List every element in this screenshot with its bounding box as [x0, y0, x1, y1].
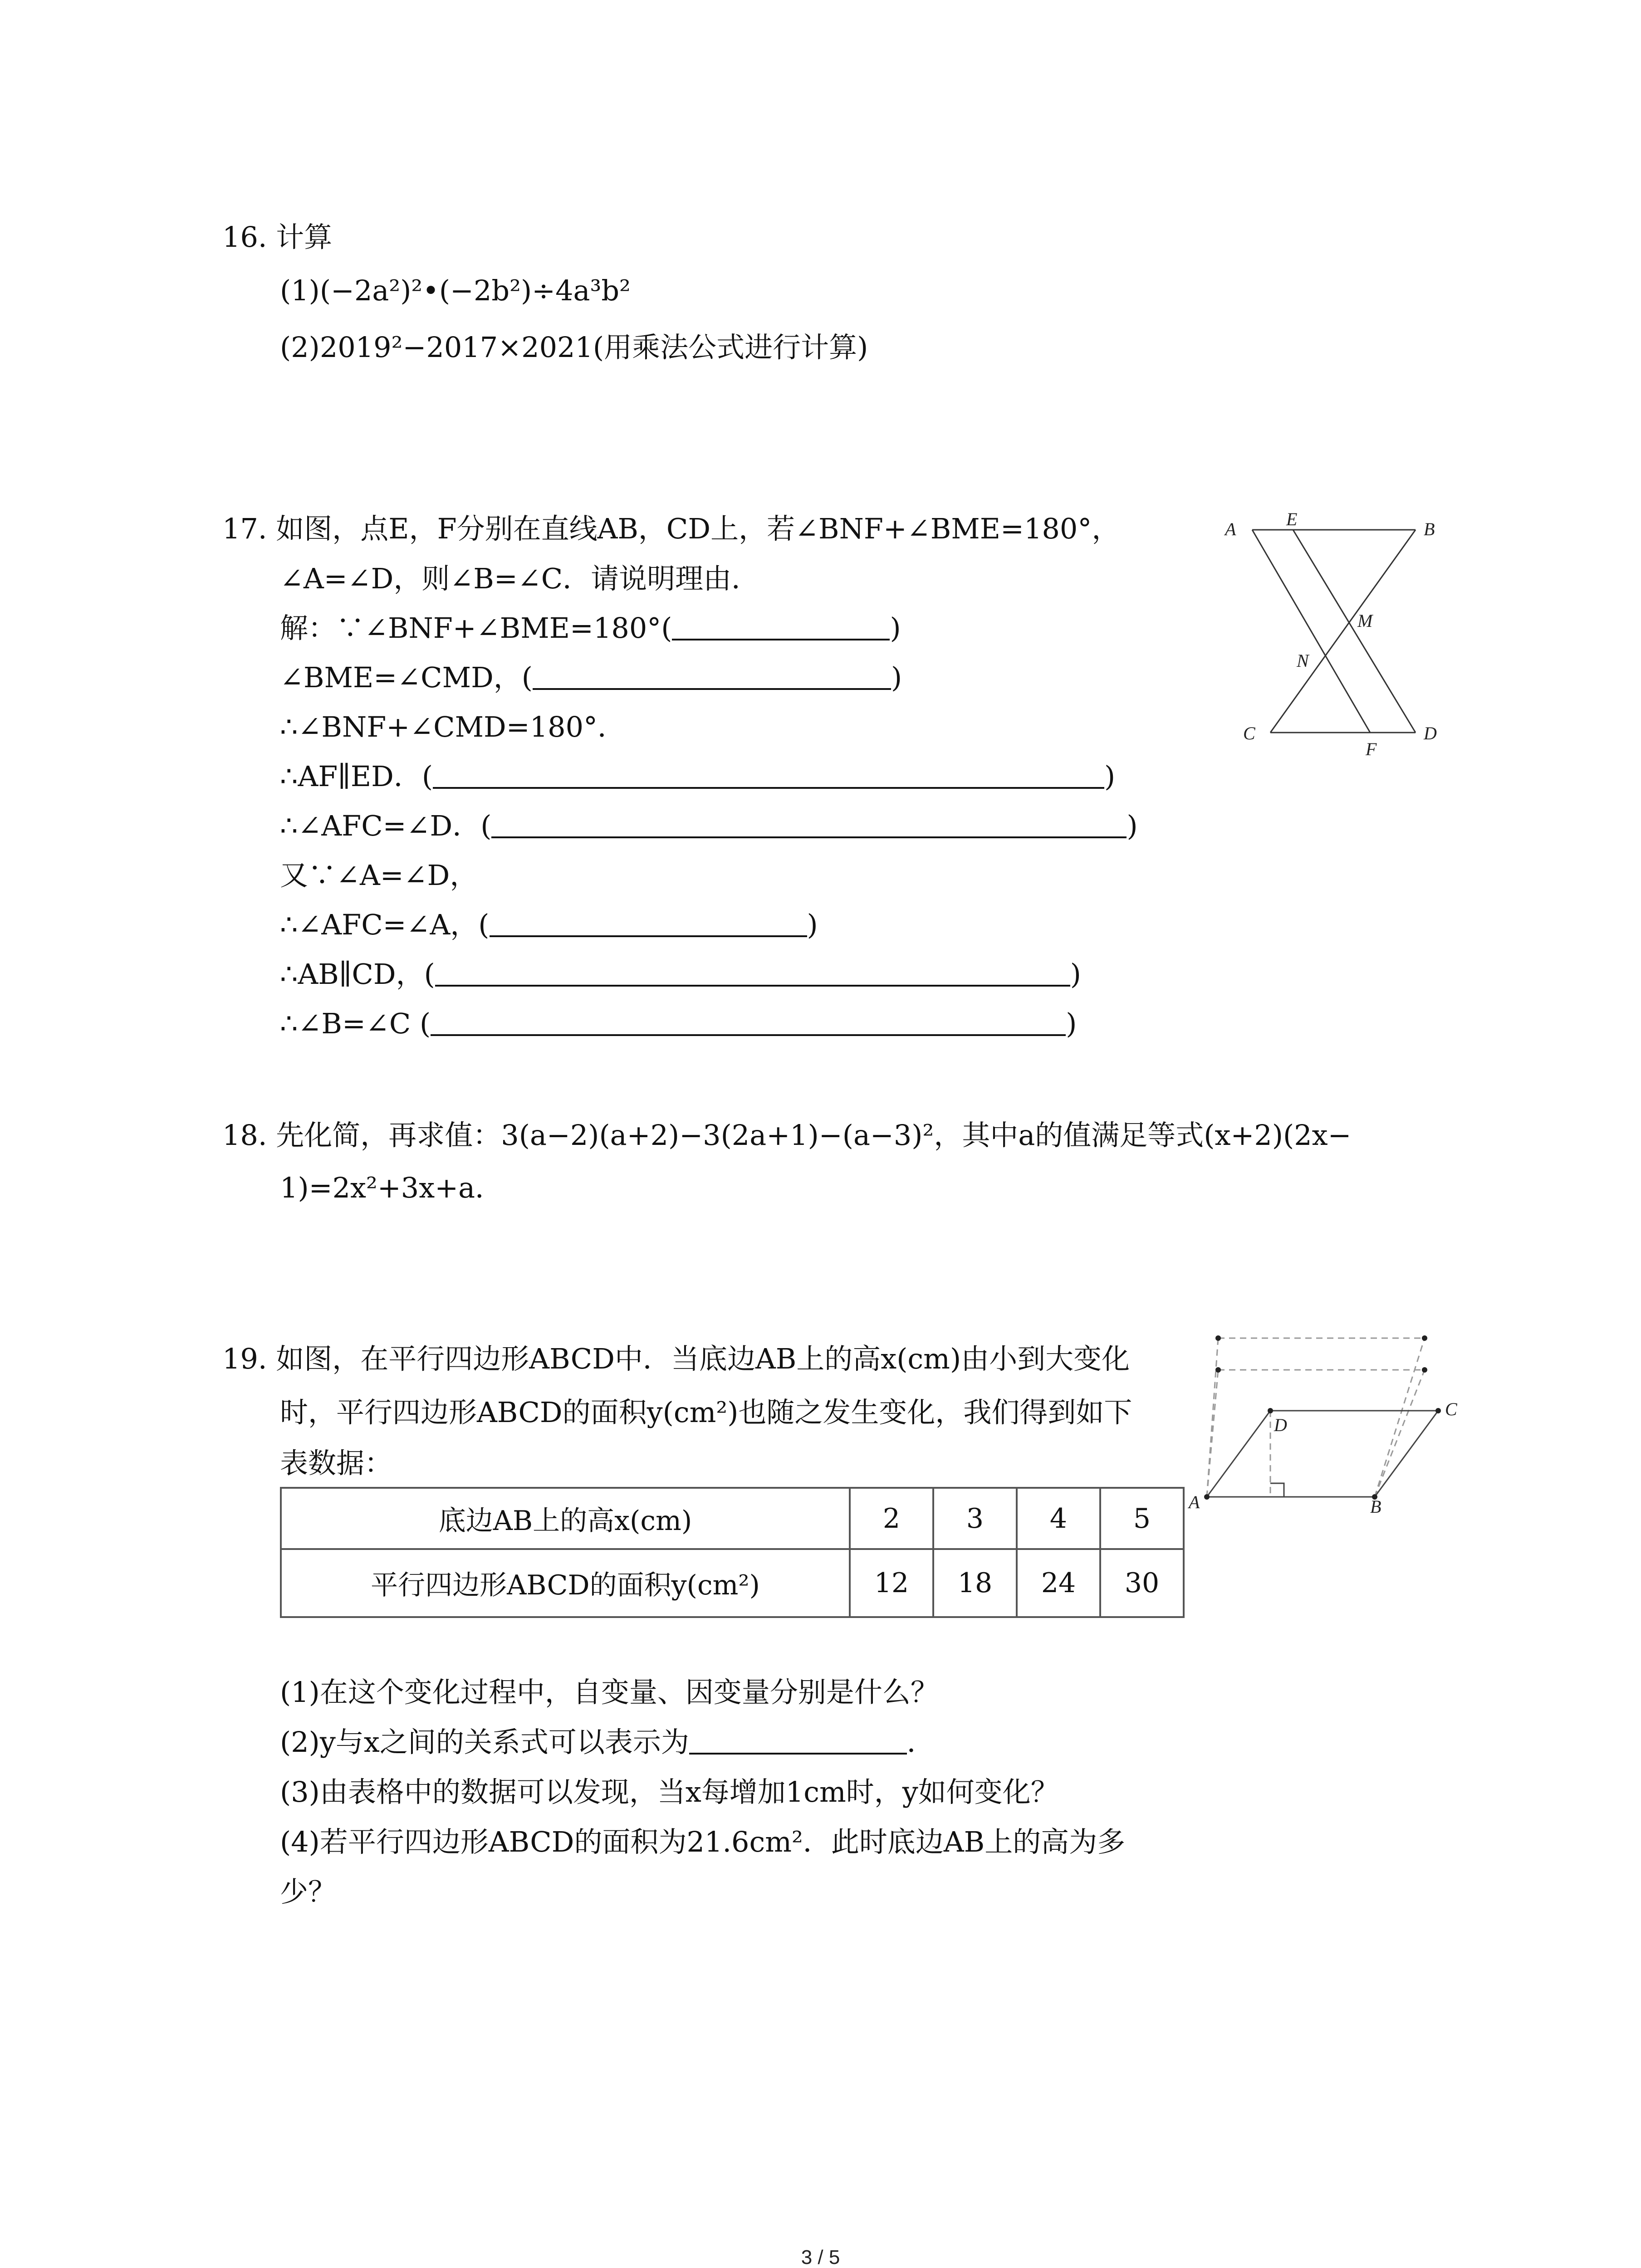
q19-sub2-end: ． [906, 1725, 935, 1759]
q17-step1-close: ) [890, 611, 901, 645]
q17-step7 [280, 908, 818, 941]
q17-step5-text: ∴∠AFC=∠D．( [280, 809, 492, 842]
fig-label-b: B [1370, 1496, 1381, 1515]
vertex-point [1215, 1367, 1221, 1373]
table-cell: 30 [1100, 1549, 1184, 1617]
q17-step4-close: ) [1104, 760, 1116, 793]
line-bc [1270, 530, 1416, 733]
table-cell: 18 [933, 1549, 1017, 1617]
q17-blank-3[interactable] [433, 764, 1104, 789]
fig-label-f: F [1366, 739, 1377, 759]
q16-part1: (1)(−2a²)²•(−2b²)÷4a³b² [280, 274, 631, 307]
q17-step8 [280, 958, 1081, 991]
q17-step1-text: 解：∵∠BNF+∠BME=180°( [280, 611, 672, 645]
right-angle-mark [1270, 1483, 1284, 1497]
q19-sub2 [280, 1725, 935, 1759]
q19-line1: 19. 如图，在平行四边形ABCD中．当底边AB上的高x(cm)由小到大变化 [222, 1342, 1130, 1375]
dashed-edge [1375, 1338, 1425, 1497]
q17-step7-text: ∴∠AFC=∠A，( [280, 908, 490, 941]
table-cell: 4 [1017, 1488, 1100, 1549]
q19-sub2-text: (2)y与x之间的关系式可以表示为 [280, 1725, 689, 1759]
q17-blank-7[interactable] [431, 1012, 1066, 1036]
table-row [281, 1549, 1184, 1617]
fig-label-b: B [1424, 519, 1435, 539]
q17-line2: ∠A=∠D，则∠B=∠C．请说明理由． [280, 562, 760, 595]
q18-line2: 1)=2x²+3x+a． [280, 1171, 504, 1204]
q17-step6: 又∵∠A=∠D， [280, 859, 478, 892]
q17-blank-6[interactable] [435, 962, 1070, 987]
table-cell: 3 [933, 1488, 1017, 1549]
q19-sub4: (4)若平行四边形ABCD的面积为21.6cm²．此时底边AB上的高为多 [280, 1825, 1126, 1858]
fig-label-a: A [1225, 519, 1236, 539]
q16-part2: (2)2019²−2017×2021(用乘法公式进行计算) [280, 331, 868, 364]
q19-blank[interactable] [689, 1730, 907, 1755]
q19-sub4-cont: 少？ [280, 1875, 337, 1908]
q16-title: 16. 计算 [222, 220, 333, 254]
q17-step2 [280, 661, 902, 694]
table-row-label-height: 底边AB上的高x(cm) [281, 1488, 850, 1549]
q19-line3: 表数据： [280, 1447, 393, 1480]
fig-label-a: A [1189, 1492, 1200, 1512]
dashed-edge [1375, 1370, 1425, 1497]
q17-step7-close: ) [807, 908, 818, 941]
q19-data-table [280, 1487, 1185, 1618]
fig-label-m: M [1357, 611, 1373, 631]
q19-line2: 时，平行四边形ABCD的面积y(cm²)也随之发生变化，我们得到如下 [280, 1396, 1132, 1429]
q17-step4 [280, 760, 1116, 793]
q17-step9 [280, 1007, 1077, 1040]
fig-label-e: E [1286, 509, 1298, 529]
vertex-point [1435, 1408, 1441, 1413]
q17-step5-close: ) [1127, 809, 1138, 842]
q17-step3: ∴∠BNF+∠CMD=180°． [280, 710, 626, 743]
q17-step2-close: ) [891, 661, 902, 694]
q19-sub1: (1)在这个变化过程中，自变量、因变量分别是什么？ [280, 1676, 939, 1709]
vertex-point [1422, 1335, 1427, 1341]
fig-label-n: N [1297, 650, 1309, 671]
edge-bc [1375, 1411, 1438, 1497]
q18-line1: 18. 先化简，再求值：3(a−2)(a+2)−3(2a+1)−(a−3)²，其中a的值满足等式(x+2)(2x− [222, 1119, 1352, 1152]
vertex-point [1215, 1335, 1221, 1341]
table-cell: 5 [1100, 1488, 1184, 1549]
fig-label-c: C [1445, 1399, 1457, 1419]
dashed-edge [1207, 1370, 1218, 1497]
q17-step8-text: ∴AB∥CD，( [280, 958, 435, 991]
edge-ad [1207, 1411, 1270, 1497]
table-cell: 2 [850, 1488, 933, 1549]
q17-blank-4[interactable] [491, 814, 1127, 838]
page-number: 3 / 5 [801, 2246, 840, 2268]
table-row-label-area: 平行四边形ABCD的面积y(cm²) [281, 1549, 850, 1617]
fig-label-c: C [1243, 723, 1255, 743]
table-cell: 24 [1017, 1549, 1100, 1617]
fig-label-d: D [1424, 723, 1437, 743]
q17-step8-close: ) [1070, 958, 1081, 991]
q17-step9-text: ∴∠B=∠C ( [280, 1007, 431, 1040]
q17-blank-1[interactable] [672, 616, 890, 640]
vertex-point [1268, 1408, 1273, 1413]
q17-line1: 17. 如图，点E，F分别在直线AB，CD上，若∠BNF+∠BME=180°， [222, 512, 1120, 545]
q17-step1 [280, 611, 901, 645]
q17-figure [1216, 508, 1452, 762]
table-cell: 12 [850, 1549, 933, 1617]
q17-step2-text: ∠BME=∠CMD，( [280, 661, 533, 694]
q17-step9-close: ) [1066, 1007, 1077, 1040]
q17-step5 [280, 809, 1138, 842]
q17-blank-2[interactable] [533, 665, 891, 690]
q17-blank-5[interactable] [490, 913, 807, 937]
q17-step4-text: ∴AF∥ED．( [280, 760, 433, 793]
vertex-point [1204, 1494, 1210, 1500]
table-row [281, 1488, 1184, 1549]
fig-label-d: D [1274, 1415, 1287, 1435]
vertex-point [1422, 1367, 1427, 1373]
q19-sub3: (3)由表格中的数据可以发现，当x每增加1cm时，y如何变化？ [280, 1775, 1059, 1809]
q19-figure [1180, 1325, 1461, 1515]
